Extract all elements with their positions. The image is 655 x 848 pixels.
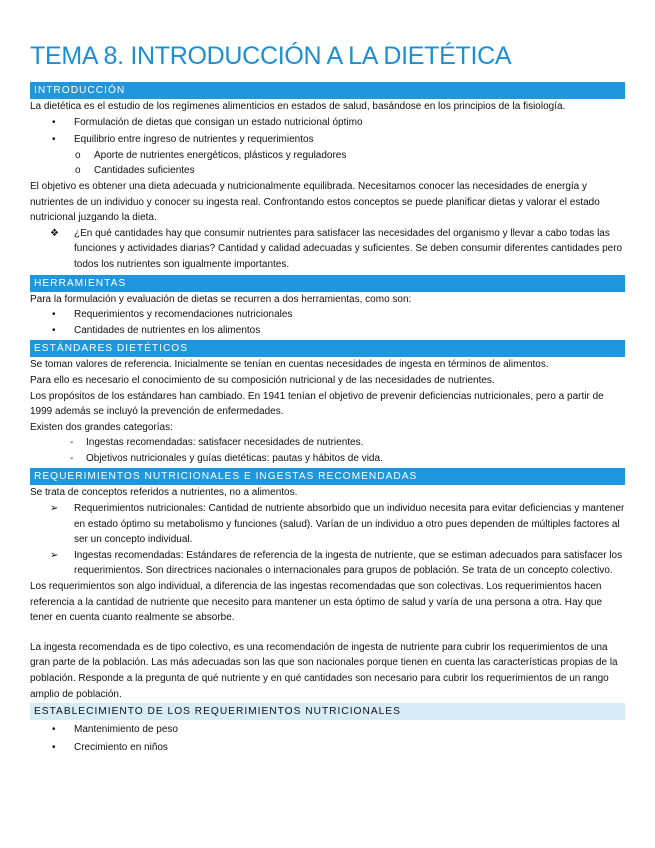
circle-bullet-icon: o <box>75 165 81 177</box>
bullet-icon: • <box>52 134 56 146</box>
paragraph: Se trata de conceptos referidos a nutrientes, no a alimentos. <box>30 487 298 499</box>
dash-icon: - <box>70 437 74 449</box>
bullet-icon: • <box>52 324 56 336</box>
sub-list-item: o Aporte de nutrientes energéticos, plásticos y reguladores <box>30 148 625 164</box>
arrow-icon: ➢ <box>50 503 59 515</box>
paragraph: Se toman valores de referencia. Inicialmente se tenían en cuentas necesidades de ingesta en términos de alimentos. <box>30 359 549 371</box>
list-item: ❖ ¿En qué cantidades hay que consumir nutrientes para satisfacer las necesidades del organismo y llevar a cabo todas las funciones y actividades diarias? Cantidad y calidad adecuadas y suficientes. Se deben consumir diferentes cantidades pero todos los nutrientes son igualmente importantes. <box>50 227 623 270</box>
list-item: • Crecimiento en niños <box>30 740 625 756</box>
section-header-herramientas: HERRAMIENTAS <box>30 275 625 292</box>
paragraph: Para ello es necesario el conocimiento de su composición nutricional y de las necesidades de nutrientes. <box>30 374 495 386</box>
bullet-list <box>30 307 625 338</box>
diamond-icon: ❖ <box>50 227 59 239</box>
bullet-icon: • <box>52 116 56 128</box>
dash-list <box>30 435 625 466</box>
diamond-list <box>30 226 625 273</box>
section-header-requerimientos: REQUERIMIENTOS NUTRICIONALES E INGESTAS RECOMENDADAS <box>30 468 625 485</box>
section-header-introduccion: INTRODUCCIÓN <box>30 82 625 99</box>
paragraph: Los propósitos de los estándares han cambiado. En 1941 tenían el objetivo de prevenir deficiencias nutricionales, pero a partir de 1999 además se incluyó la prevención de enfermedades. <box>30 390 604 418</box>
section-header-establecimiento: ESTABLECIMIENTO DE LOS REQUERIMIENTOS NUTRICIONALES <box>30 703 625 720</box>
list-item: - Objetivos nutricionales y guías dietéticas: pautas y hábitos de vida. <box>30 451 625 467</box>
paragraph: La ingesta recomendada es de tipo colectivo, es una recomendación de ingesta de nutriente para cubrir los requerimientos de una gran parte de la población. Las más adecuadas son las que son nacionales porque tienen en cuenta las características propias de la población. Responde a la pregunta de qué nutriente y en qué cantidades son necesario para cubrir los requerimientos de un rango amplio de población. <box>30 641 618 700</box>
paragraph: Los requerimientos son algo individual, a diferencia de las ingestas recomendadas que son colectivas. Los requerimientos hacen referencia a la cantidad de nutriente que necesito para mantener un esta óptimo de salud y varía de una persona a otra. Hay que tener en cuenta cuanto realmente se absorbe. <box>30 581 603 624</box>
list-item: • Mantenimiento de peso <box>30 722 625 738</box>
section-header-estandares: ESTÁNDARES DIETÉTICOS <box>30 340 625 357</box>
list-item: • Requerimientos y recomendaciones nutricionales <box>30 307 625 323</box>
bullet-icon: • <box>52 724 56 736</box>
paragraph: Para la formulación y evaluación de dietas se recurren a dos herramientas, como son: <box>30 293 412 305</box>
list-item: ➢ Requerimientos nutricionales: Cantidad de nutriente absorbido que un individuo necesita para evitar deficiencias y mantener en estado óptimo su metabolismo y funciones (salud). Varían de un individuo a otro pues dependen de múltiples factores al ser un concepto individual. <box>50 503 625 546</box>
list-item: ➢ Ingestas recomendadas: Estándares de referencia de la ingesta de nutriente, que se estiman adecuados para satisfacer los requerimientos. Son directrices nacionales o internacionales para grupos de población. Se trata de un concepto colectivo. <box>50 549 623 577</box>
list-item: • Formulación de dietas que consigan un estado nutricional óptimo <box>30 115 625 131</box>
paragraph: El objetivo es obtener una dieta adecuada y nutricionalmente equilibrada. Necesitamos conocer las necesidades de energía y nutrientes de un individuo y conocer su ingesta real. Confrontando estos conceptos se puede planificar dietas y valorar el estado nutricional juzgando la dieta. <box>30 180 600 224</box>
bullet-list <box>30 115 625 179</box>
paragraph: La dietética es el estudio de los regímenes alimenticios en estados de salud, basándose en los principios de la fisiología. <box>30 101 566 112</box>
arrow-list <box>30 501 625 579</box>
list-item: • Cantidades de nutrientes en los alimentos <box>30 323 625 339</box>
page-title: TEMA 8. INTRODUCCIÓN A LA DIETÉTICA <box>30 42 512 70</box>
circle-bullet-icon: o <box>75 149 81 161</box>
dash-icon: - <box>70 452 74 464</box>
arrow-icon: ➢ <box>50 549 59 561</box>
paragraph: Existen dos grandes categorías: <box>30 421 173 433</box>
sub-list-item: o Cantidades suficientes <box>30 163 625 179</box>
list-item: • Equilibrio entre ingreso de nutrientes y requerimientos <box>30 132 625 148</box>
list-item: - Ingestas recomendadas: satisfacer necesidades de nutrientes. <box>30 435 625 451</box>
bullet-icon: • <box>52 741 56 753</box>
bullet-icon: • <box>52 309 56 321</box>
bullet-list <box>30 722 625 755</box>
